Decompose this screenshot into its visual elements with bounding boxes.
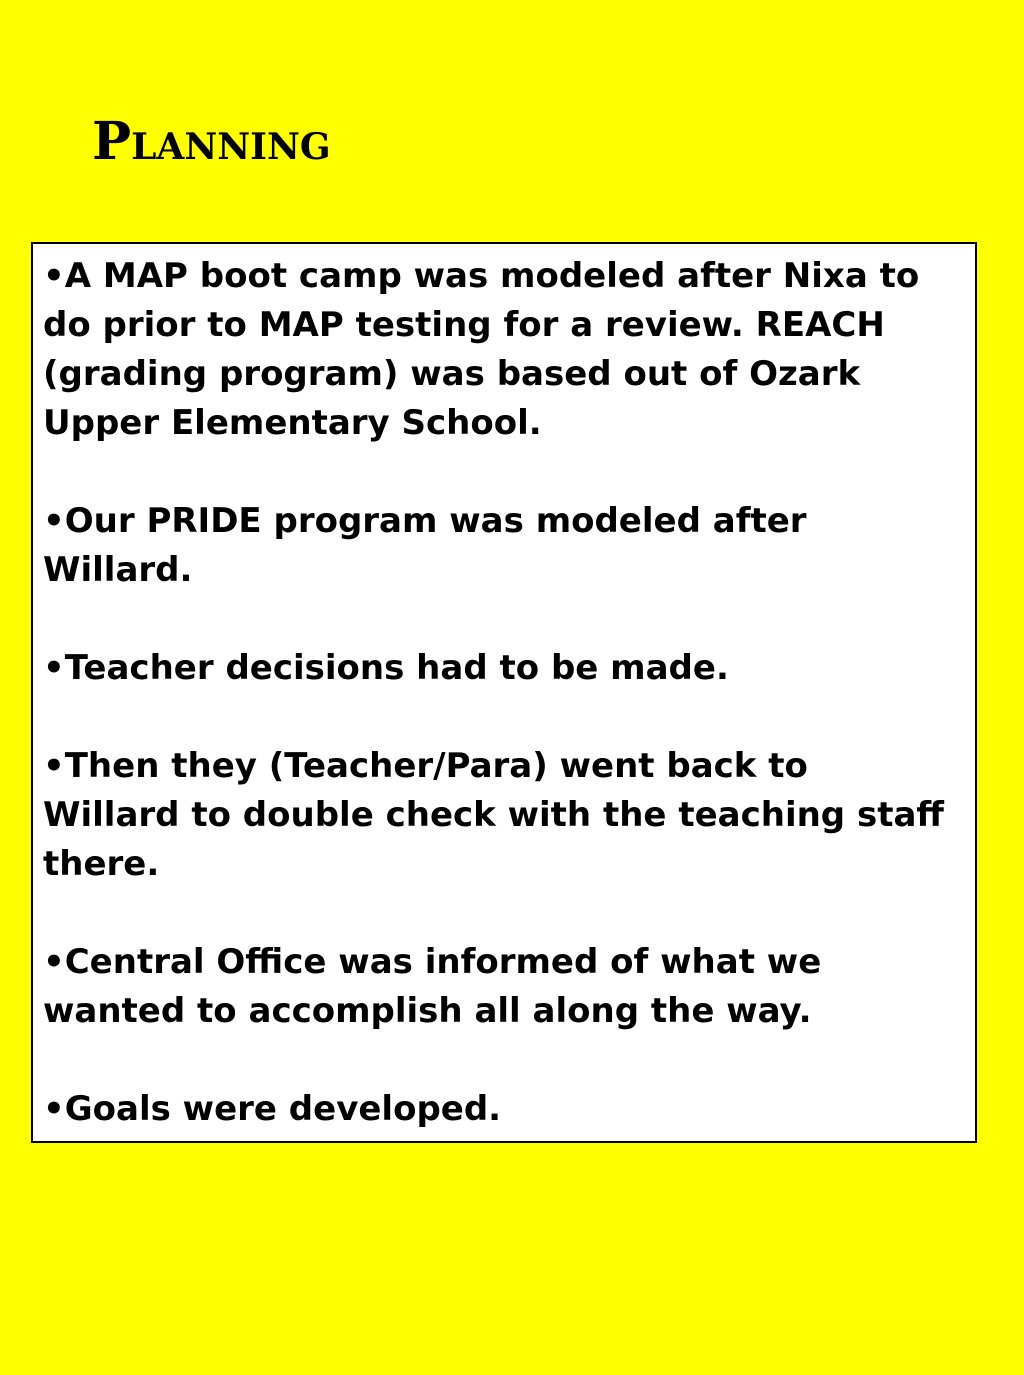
bullet-list [33, 244, 975, 1134]
content-box [31, 242, 977, 1143]
bullet-text: Then they (Teacher/Para) went back to Willard to double check with the teaching staff there. [43, 746, 944, 884]
bullet-text: A MAP boot camp was modeled after Nixa to do prior to MAP testing for a review. REACH (grading program) was based out of Ozark Upper Elementary School. [43, 256, 920, 443]
bullet-text: Goals were developed. [64, 1089, 502, 1129]
bullet-item [43, 497, 955, 595]
bullet-mark: • [43, 1089, 65, 1129]
bullet-item [43, 742, 955, 889]
slide-title: Planning [92, 111, 331, 172]
bullet-text: Our PRIDE program was modeled after Willard. [43, 501, 807, 590]
bullet-item [43, 644, 955, 693]
bullet-item [43, 1085, 955, 1134]
bullet-mark: • [43, 256, 65, 296]
bullet-mark: • [43, 648, 65, 688]
bullet-text: Teacher decisions had to be made. [64, 648, 729, 688]
bullet-mark: • [43, 746, 65, 786]
bullet-item [43, 938, 955, 1036]
bullet-mark: • [43, 942, 65, 982]
bullet-text: Central Office was informed of what we wanted to accomplish all along the way. [43, 942, 822, 1031]
bullet-item [43, 252, 955, 448]
bullet-mark: • [43, 501, 65, 541]
